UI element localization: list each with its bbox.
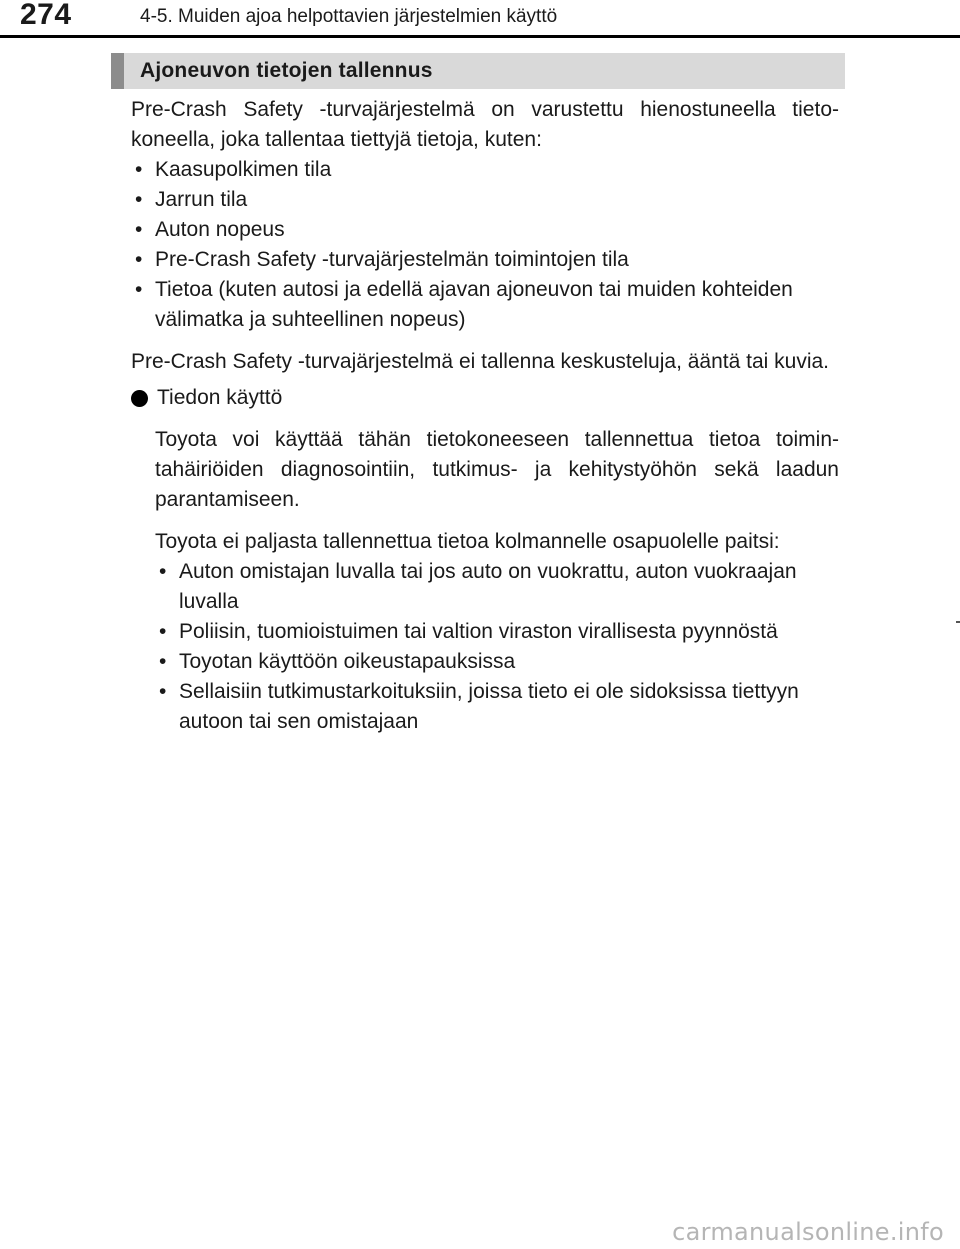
watermark: carmanualsonline.info <box>672 1218 944 1246</box>
data-use-section <box>131 413 839 737</box>
bullet-icon: • <box>135 218 143 241</box>
filled-circle-icon <box>131 390 148 407</box>
list-item: • Auton omistajan luvalla tai jos auto on vuokrattu, auton vuokraajan luvalla <box>155 557 839 617</box>
page-number: 274 <box>20 0 72 31</box>
bullet-icon: • <box>159 620 167 643</box>
bullet-icon: • <box>135 248 143 271</box>
bullet-icon: • <box>159 650 167 673</box>
not-recorded-paragraph: Pre-Crash Safety -turvajärjestelmä ei tallenna keskusteluja, ääntä tai kuvia. <box>131 350 830 373</box>
recorded-data-list <box>131 155 839 335</box>
content-body <box>131 95 839 737</box>
intro-paragraph: Pre-Crash Safety -turvajärjestelmä on varustettu hienostuneella tieto-koneella, joka tallentaa tiettyjä tietoja, kuten: <box>131 98 839 151</box>
header-rule <box>0 35 960 38</box>
bullet-icon: • <box>135 278 143 301</box>
bullet-icon: • <box>159 680 167 703</box>
data-use-paragraph: Toyota voi käyttää tähän tietokoneeseen tallennettua tietoa toimin-tahäiriöiden diagnosointiin, tutkimus- ja kehitystyöhön sekä laadun parantamiseen. <box>155 428 839 511</box>
list-item: • Jarrun tila <box>131 185 839 215</box>
bullet-icon: • <box>135 158 143 181</box>
list-item: • Pre-Crash Safety -turvajärjestelmän toimintojen tila <box>131 245 839 275</box>
list-item: • Auton nopeus <box>131 215 839 245</box>
list-item: • Toyotan käyttöön oikeustapauksissa <box>155 647 839 677</box>
section-title: Ajoneuvon tietojen tallennus <box>140 59 433 82</box>
disclosure-paragraph: Toyota ei paljasta tallennettua tietoa kolmannelle osapuolelle paitsi: <box>155 530 780 553</box>
chapter-title: 4-5. Muiden ajoa helpottavien järjestelmien käyttö <box>140 6 558 27</box>
disclosure-exceptions-list <box>155 557 839 737</box>
list-item: • Kaasupolkimen tila <box>131 155 839 185</box>
list-item: • Poliisin, tuomioistuimen tai valtion viraston virallisesta pyynnöstä <box>155 617 839 647</box>
bullet-icon: • <box>159 560 167 583</box>
data-use-heading: Tiedon käyttö <box>131 383 839 413</box>
section-header <box>111 53 845 89</box>
bullet-icon: • <box>135 188 143 211</box>
list-item: • Tietoa (kuten autosi ja edellä ajavan ajoneuvon tai muiden kohteiden välimatka ja suhteellinen nopeus) <box>131 275 839 335</box>
list-item: • Sellaisiin tutkimustarkoituksiin, joissa tieto ei ole sidoksissa tiettyyn autoon tai sen omistajaan <box>155 677 839 737</box>
margin-tick <box>956 621 960 623</box>
